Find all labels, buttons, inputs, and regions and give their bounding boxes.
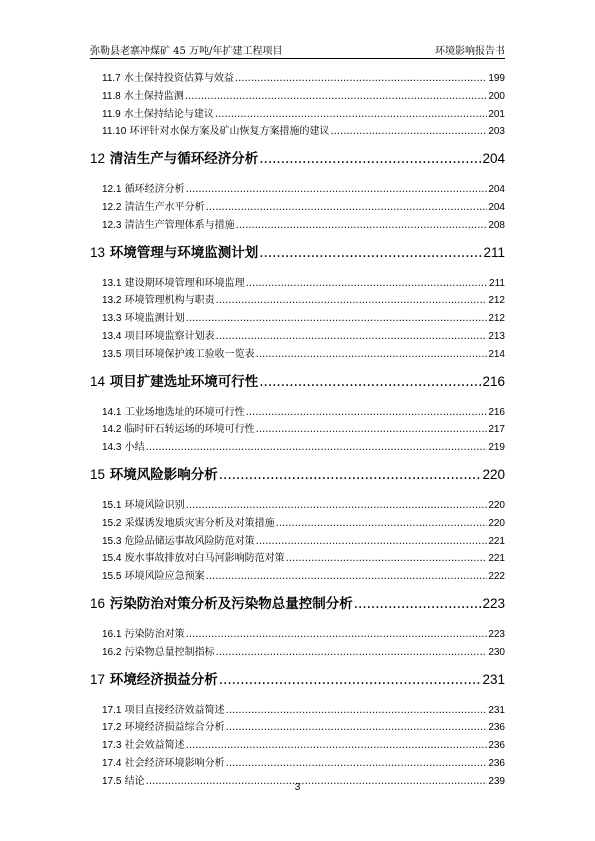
toc-page-number: 199 xyxy=(488,73,505,84)
toc-entry-number: 17 xyxy=(90,671,106,687)
toc-entry-number: 11.10 xyxy=(102,126,127,138)
toc-entry-number: 15.2 xyxy=(102,517,122,529)
toc-entry-text: 项目环境保护竣工验收一览表 xyxy=(124,348,255,360)
toc-entry-number: 15.3 xyxy=(102,535,122,547)
toc-dot-leader xyxy=(216,328,488,346)
toc-entry-title xyxy=(102,181,185,199)
toc-entry-title xyxy=(90,594,353,614)
toc-entry-title xyxy=(102,106,214,124)
toc-entry-number: 14 xyxy=(90,373,106,389)
toc-entry-number: 17.1 xyxy=(102,704,122,716)
toc-chapter-entry[interactable] xyxy=(90,243,505,263)
toc-section-entry[interactable] xyxy=(90,550,505,568)
toc-page-number: 236 xyxy=(488,740,505,752)
toc-entry-text: 工业场地选址的环境可行性 xyxy=(124,406,245,418)
toc-section-entry[interactable] xyxy=(90,181,505,199)
toc-entry-text: 环境管理与环境监测计划 xyxy=(109,244,259,261)
toc-entry-number: 15.5 xyxy=(102,571,122,583)
toc-section-entry[interactable] xyxy=(90,106,505,124)
toc-entry-text: 项目扩建选址环境可行性 xyxy=(109,373,259,390)
toc-page-number: 203 xyxy=(488,126,505,138)
toc-entry-title xyxy=(90,243,258,263)
toc-dot-leader xyxy=(216,644,488,662)
toc-section-entry[interactable] xyxy=(90,755,505,773)
toc-entry-text: 循环经济分析 xyxy=(124,184,185,196)
toc-entry-number: 13 xyxy=(90,244,106,260)
toc-entry-text: 废水事故排放对白马河影响防范对策 xyxy=(124,553,285,565)
toc-entry-text: 社会效益简述 xyxy=(124,740,185,752)
toc-entry-title xyxy=(102,123,329,141)
toc-page-number: 236 xyxy=(488,757,505,769)
toc-entry-title xyxy=(102,755,225,773)
toc-entry-text: 环境管理机构与职责 xyxy=(124,295,215,307)
toc-entry-text: 建设期环境管理和环境监理 xyxy=(124,277,245,289)
toc-entry-number: 17.2 xyxy=(102,722,122,734)
toc-entry-number: 15.4 xyxy=(102,553,122,565)
toc-entry-text: 结论 xyxy=(124,775,145,787)
toc-dot-leader xyxy=(276,515,488,533)
toc-dot-leader xyxy=(246,275,488,293)
toc-entry-number: 12.3 xyxy=(102,219,122,231)
toc-dot-leader xyxy=(246,404,488,422)
toc-section-entry[interactable] xyxy=(90,568,505,586)
toc-page-number: 236 xyxy=(488,722,505,734)
toc-entry-number: 15.1 xyxy=(102,499,122,511)
toc-entry-text: 危险品储运事故风险防范对策 xyxy=(124,535,255,547)
toc-page-number: 204 xyxy=(488,201,505,213)
toc-section-entry[interactable] xyxy=(90,702,505,720)
toc-section-entry[interactable] xyxy=(90,70,505,88)
toc-entry-title xyxy=(102,533,255,551)
toc-entry-title xyxy=(90,465,218,485)
toc-entry-text: 社会经济环境影响分析 xyxy=(124,757,225,769)
toc-dot-leader xyxy=(226,755,488,773)
toc-entry-number: 15 xyxy=(90,466,106,482)
toc-dot-leader xyxy=(186,497,488,515)
toc-entry-title xyxy=(102,737,185,755)
toc-dot-leader xyxy=(259,243,482,263)
toc-chapter-entry[interactable] xyxy=(90,465,505,485)
page-number: 3 xyxy=(294,782,301,793)
toc-dot-leader xyxy=(226,719,488,737)
toc-entry-title xyxy=(102,404,245,422)
toc-page-number: 213 xyxy=(488,330,505,342)
toc-dot-leader xyxy=(219,465,482,485)
toc-entry-text: 清洁生产与循环经济分析 xyxy=(109,151,259,168)
toc-page-number: 220 xyxy=(488,517,505,529)
toc-dot-leader xyxy=(206,199,488,217)
toc-entry-number: 13.3 xyxy=(102,313,122,325)
toc-page-number: 230 xyxy=(488,646,505,658)
toc-dot-leader xyxy=(259,372,481,392)
toc-page-number: 201 xyxy=(488,108,505,120)
toc-page-number: 211 xyxy=(489,277,505,289)
toc-chapter-entry[interactable] xyxy=(90,372,505,392)
toc-entry-text: 采煤诱发地质灾害分析及对策措施 xyxy=(124,517,275,529)
toc-page-number: 223 xyxy=(482,595,505,611)
toc-entry-title xyxy=(102,626,185,644)
toc-entry-title xyxy=(102,292,215,310)
toc-entry-number: 13.4 xyxy=(102,330,122,342)
toc-page-number: 200 xyxy=(488,90,505,102)
toc-entry-title xyxy=(102,88,184,106)
toc-dot-leader xyxy=(185,88,487,106)
toc-page-number: 204 xyxy=(482,151,505,167)
toc-entry-number: 13.2 xyxy=(102,295,122,307)
toc-dot-leader xyxy=(186,626,488,644)
toc-entry-text: 环境风险识别 xyxy=(124,499,185,511)
toc-entry-title xyxy=(102,328,215,346)
toc-dot-leader xyxy=(186,181,488,199)
toc-entry-text: 水土保持结论与建议 xyxy=(123,108,214,120)
toc-dot-leader xyxy=(216,292,488,310)
toc-entry-title xyxy=(90,670,218,690)
toc-entry-number: 12 xyxy=(90,151,106,167)
toc-entry-text: 清洁生产管理体系与措施 xyxy=(124,219,235,231)
toc-page-number: 214 xyxy=(488,348,505,360)
toc-entry-title xyxy=(102,275,245,293)
toc-section-entry[interactable] xyxy=(90,719,505,737)
toc-entry-text: 污染防治对策分析及污染物总量控制分析 xyxy=(109,595,353,612)
toc-page-number: 212 xyxy=(488,313,505,325)
toc-page-number: 221 xyxy=(488,535,505,547)
toc-entry-text: 环境风险影响分析 xyxy=(109,466,218,483)
toc-dot-leader xyxy=(286,550,488,568)
toc-entry-number: 11.8 xyxy=(102,90,121,102)
toc-page-number: 216 xyxy=(488,406,505,418)
toc-section-entry[interactable] xyxy=(90,88,505,106)
toc-chapter-entry[interactable] xyxy=(90,149,505,169)
toc-entry-text: 环境监测计划 xyxy=(124,313,185,325)
toc-entry-title xyxy=(102,568,205,586)
table-of-contents xyxy=(90,70,505,791)
toc-entry-text: 临时矸石转运场的环境可行性 xyxy=(124,424,255,436)
toc-entry-title xyxy=(102,439,145,457)
toc-page-number: 217 xyxy=(488,424,505,436)
toc-entry-text: 污染防治对策 xyxy=(124,628,185,640)
header-document-type: 环境影响报告书 xyxy=(435,46,505,57)
toc-entry-number: 13.5 xyxy=(102,348,122,360)
toc-entry-text: 小结 xyxy=(124,442,145,454)
toc-page-number: 216 xyxy=(482,373,505,389)
toc-section-entry[interactable] xyxy=(90,199,505,217)
toc-entry-title xyxy=(102,515,275,533)
toc-dot-leader xyxy=(226,702,488,720)
toc-page-number: 231 xyxy=(482,671,505,687)
toc-entry-title xyxy=(102,719,225,737)
toc-entry-number: 14.1 xyxy=(102,406,122,418)
toc-entry-title xyxy=(102,497,185,515)
toc-entry-number: 17.3 xyxy=(102,740,122,752)
toc-entry-title xyxy=(102,346,255,364)
toc-page-number: 220 xyxy=(482,466,505,482)
toc-dot-leader xyxy=(256,421,488,439)
toc-dot-leader xyxy=(256,346,488,364)
toc-section-entry[interactable] xyxy=(90,644,505,662)
toc-section-entry[interactable] xyxy=(90,626,505,644)
toc-entry-title xyxy=(102,550,285,568)
toc-entry-title xyxy=(102,70,234,88)
toc-page-number: 220 xyxy=(488,499,505,511)
toc-entry-text: 项目环境监察计划表 xyxy=(124,330,215,342)
toc-section-entry[interactable] xyxy=(90,346,505,364)
toc-entry-text: 环评针对水保方案及矿山恢复方案措施的建议 xyxy=(129,126,330,138)
toc-section-entry[interactable] xyxy=(90,310,505,328)
toc-entry-title xyxy=(102,217,235,235)
toc-chapter-entry[interactable] xyxy=(90,594,505,614)
toc-entry-title xyxy=(102,702,225,720)
toc-section-entry[interactable] xyxy=(90,533,505,551)
toc-entry-title xyxy=(90,149,258,169)
toc-section-entry[interactable] xyxy=(90,515,505,533)
toc-entry-number: 14.3 xyxy=(102,442,122,454)
toc-page-number: 211 xyxy=(483,244,505,260)
toc-entry-text: 水土保持投资估算与效益 xyxy=(123,73,234,84)
toc-entry-number: 14.2 xyxy=(102,424,122,436)
toc-entry-text: 环境风险应急预案 xyxy=(124,571,205,583)
toc-entry-number: 12.1 xyxy=(102,184,122,196)
toc-entry-title xyxy=(102,421,255,439)
toc-page-number: 212 xyxy=(488,295,505,307)
toc-section-entry[interactable] xyxy=(90,217,505,235)
toc-entry-text: 环境经济损益分析 xyxy=(109,671,218,688)
toc-entry-text: 污染物总量控制指标 xyxy=(124,646,215,658)
toc-section-entry[interactable] xyxy=(90,497,505,515)
toc-dot-leader xyxy=(186,310,488,328)
toc-dot-leader xyxy=(215,106,487,124)
header-project-title: 弥勒县老寨冲煤矿 45 万吨/年扩建工程项目 xyxy=(90,46,283,57)
toc-entry-number: 17.5 xyxy=(102,775,122,787)
toc-entry-number: 12.2 xyxy=(102,201,122,213)
toc-page-number: 239 xyxy=(488,775,505,787)
toc-entry-number: 16 xyxy=(90,595,106,611)
toc-entry-number: 16.2 xyxy=(102,646,122,658)
toc-entry-title xyxy=(102,199,205,217)
toc-dot-leader xyxy=(146,439,488,457)
toc-dot-leader xyxy=(206,568,488,586)
toc-dot-leader xyxy=(235,70,487,88)
toc-entry-title xyxy=(90,372,258,392)
toc-section-entry[interactable] xyxy=(90,328,505,346)
toc-entry-number: 17.4 xyxy=(102,757,122,769)
toc-page-number: 204 xyxy=(488,184,505,196)
toc-entry-number: 13.1 xyxy=(102,277,122,289)
toc-entry-number: 16.1 xyxy=(102,628,122,640)
toc-section-entry[interactable] xyxy=(90,123,505,141)
toc-page-number: 219 xyxy=(488,442,505,454)
toc-entry-title xyxy=(102,644,215,662)
toc-chapter-entry[interactable] xyxy=(90,670,505,690)
toc-entry-title xyxy=(102,310,185,328)
toc-entry-text: 清洁生产水平分析 xyxy=(124,201,205,213)
toc-section-entry[interactable] xyxy=(90,275,505,293)
toc-dot-leader xyxy=(330,123,487,141)
toc-section-entry[interactable] xyxy=(90,421,505,439)
toc-section-entry[interactable] xyxy=(90,439,505,457)
toc-dot-leader xyxy=(259,149,481,169)
toc-section-entry[interactable] xyxy=(90,404,505,422)
toc-section-entry[interactable] xyxy=(90,737,505,755)
toc-page-number: 223 xyxy=(488,628,505,640)
toc-entry-text: 项目直接经济效益简述 xyxy=(124,704,225,716)
toc-dot-leader xyxy=(236,217,488,235)
toc-page-number: 208 xyxy=(488,219,505,231)
page-header xyxy=(90,40,505,59)
toc-dot-leader xyxy=(219,670,482,690)
toc-dot-leader xyxy=(354,594,482,614)
toc-dot-leader xyxy=(256,533,488,551)
toc-entry-text: 环境经济损益综合分析 xyxy=(124,722,225,734)
toc-entry-text: 水土保持监测 xyxy=(123,90,184,102)
toc-entry-number: 11.9 xyxy=(102,108,121,120)
toc-page-number: 231 xyxy=(488,704,505,716)
toc-page-number: 221 xyxy=(488,553,505,565)
toc-entry-number: 11.7 xyxy=(102,73,121,84)
toc-dot-leader xyxy=(186,737,488,755)
toc-section-entry[interactable] xyxy=(90,292,505,310)
toc-page-number: 222 xyxy=(488,571,505,583)
